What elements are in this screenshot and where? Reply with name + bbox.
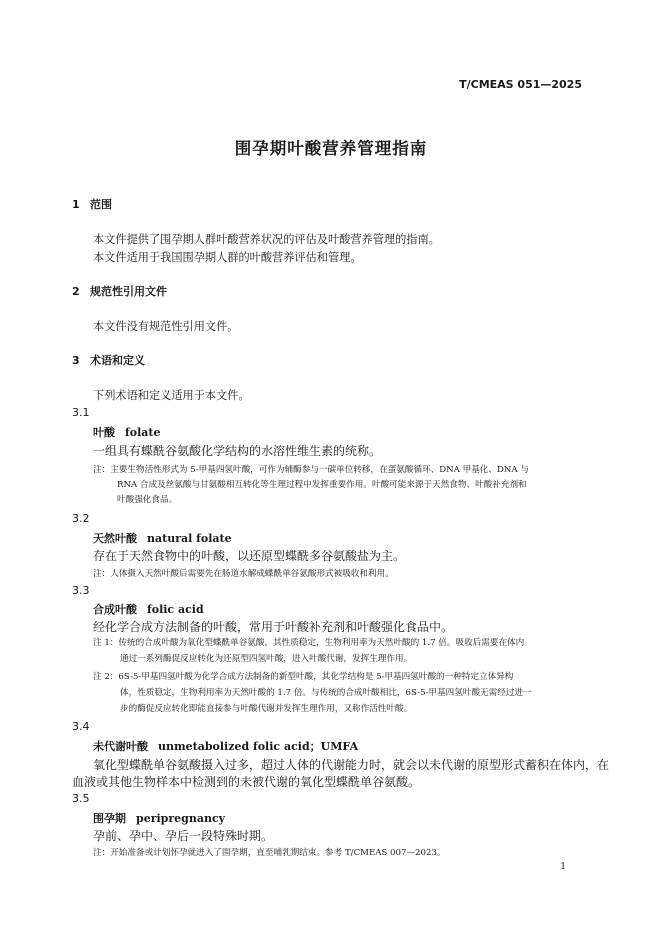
note-line: RNA 合成及丝氨酸与甘氨酸相互转化等生理过程中发挥重要作用。叶酸可能来源于天然食物、叶酸补充剂和 (117, 480, 527, 490)
term-definition: 孕前、孕中、孕后一段特殊时期。 (93, 829, 274, 843)
note-line: 主要生物活性形式为 5-甲基四氢叶酸，可作为辅酶参与一碳单位转移，在蛋氨酸循环、DNA 甲基化、DNA 与 (110, 465, 529, 475)
term-heading (93, 810, 225, 826)
section-number: 3 (72, 354, 80, 367)
term-heading (93, 738, 358, 754)
scope-paragraph-2: 本文件适用于我国围孕期人群的叶酸营养评估和管理。 (93, 251, 362, 264)
note-label: 注 2： (93, 672, 119, 682)
term-definition: 经化学合成方法制备的叶酸，常用于叶酸补充剂和叶酸强化食品中。 (93, 620, 454, 634)
term-number: 3.4 (72, 720, 90, 733)
scope-paragraph-1: 本文件提供了围孕期人群叶酸营养状况的评估及叶酸营养管理的指南。 (93, 233, 440, 246)
note-line: 6S-5-甲基四氢叶酸为化学合成方法制备的新型叶酸，其化学结构是 5-甲基四氢叶酸的一种特定立体异构 (118, 672, 514, 682)
term-zh: 未代谢叶酸 (93, 740, 148, 753)
term-en: natural folate (147, 532, 232, 545)
document-title: 围孕期叶酸营养管理指南 (234, 139, 428, 158)
term-definition-line: 氧化型蝶酰单谷氨酸摄入过多，超过人体的代谢能力时，就会以未代谢的原型形式蓄积在体内，在 (93, 758, 610, 772)
term-note: 注：开始准备或计划怀孕就进入了围孕期，直至哺乳期结束。参考 T/CMEAS 007—2023。 (93, 848, 446, 858)
section-heading-scope (72, 196, 112, 212)
note-line: 体，性质稳定，生物利用率为天然叶酸的 1.7 倍。与传统的合成叶酸相比，6S-5-甲基四氢叶酸无需经过进一 (120, 688, 532, 698)
standard-number: T/CMEAS 051—2025 (459, 78, 582, 91)
section-heading-terms (72, 352, 145, 368)
term-zh: 天然叶酸 (93, 532, 137, 545)
term-en: folic acid (147, 603, 204, 616)
term-number: 3.2 (72, 512, 90, 525)
term-note: 注：人体摄入天然叶酸后需要先在肠道水解成蝶酰单谷氨酸形式被吸收和利用。 (93, 569, 394, 579)
section-title: 术语和定义 (90, 354, 145, 367)
terms-intro: 下列术语和定义适用于本文件。 (93, 389, 250, 402)
term-zh: 叶酸 (93, 426, 115, 439)
term-definition: 存在于天然食物中的叶酸，以还原型蝶酰多谷氨酸盐为主。 (93, 549, 406, 563)
section-heading-normative-references (72, 283, 167, 299)
term-heading (93, 424, 160, 440)
term-en: folate (125, 426, 161, 439)
note-line: 叶酸强化食品。 (117, 495, 178, 505)
term-zh: 围孕期 (93, 812, 126, 825)
section-title: 规范性引用文件 (90, 285, 167, 298)
note-label: 注 1： (93, 638, 119, 648)
term-note-2 (93, 670, 513, 682)
term-en: peripregnancy (136, 812, 226, 825)
section-number: 1 (72, 198, 80, 211)
term-zh: 合成叶酸 (93, 603, 137, 616)
page-number: 1 (560, 862, 566, 872)
note-line: 通过一系列酶促反应转化为还原型四氢叶酸，进入叶酸代谢，发挥生理作用。 (120, 654, 413, 664)
term-note (93, 463, 529, 475)
term-number: 3.1 (72, 406, 90, 419)
term-number: 3.3 (72, 584, 90, 597)
note-line: 步的酶促反应转化即能直接参与叶酸代谢并发挥生理作用，又称作活性叶酸。 (120, 704, 413, 714)
note-label: 注： (93, 465, 111, 475)
section-number: 2 (72, 285, 80, 298)
normative-paragraph: 本文件没有规范性引用文件。 (93, 320, 239, 333)
term-number: 3.5 (72, 792, 90, 805)
term-note-1 (93, 636, 524, 648)
term-definition-line: 血液或其他生物样本中检测到的未被代谢的氧化型蝶酰单谷氨酸。 (72, 775, 421, 789)
term-en: unmetabolized folic acid；UMFA (158, 740, 359, 753)
note-line: 传统的合成叶酸为氧化型蝶酰单谷氨酸，其性质稳定，生物利用率为天然叶酸的 1.7 倍。吸收后需要在体内 (118, 638, 525, 648)
section-title: 范围 (90, 198, 112, 211)
term-definition: 一组具有蝶酰谷氨酸化学结构的水溶性维生素的统称。 (93, 444, 382, 458)
term-heading (93, 530, 232, 546)
term-heading (93, 601, 204, 617)
